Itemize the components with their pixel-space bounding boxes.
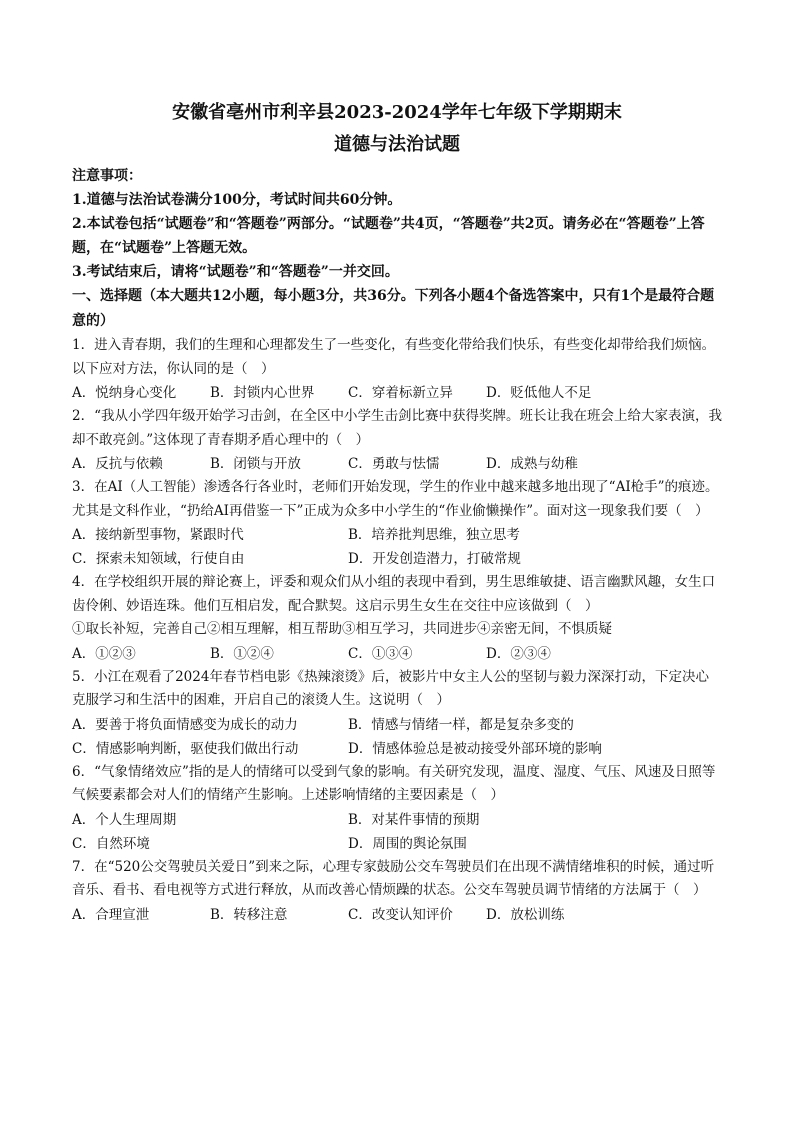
exam-subject: 道德与法治试题 [334,134,460,155]
option-c: C．情感影响判断，驱使我们做出行动 [72,740,299,757]
option-c: C．①③④ [348,645,413,662]
option-d: D．贬低他人不足 [486,385,592,401]
question-stem: 4．在学校组织开展的辩论赛上，评委和观众们从小组的表现中看到，男生思维敏捷、语言幽默风趣，女生口齿伶俐、妙语连珠。他们互相启发，配合默契。这启示男生女生在交往中应该做到（ ） [72,574,716,614]
question-stem: 2．“我从小学四年级开始学习击剑，在全区中小学生击剑比赛中获得奖牌。班长让我在班会上给大家表演，我却不敢亮剑。”这体现了青春期矛盾心理中的（ ） [72,408,722,448]
option-d: D．周围的舆论氛围 [348,835,467,852]
option-b: B．培养批判思维，独立思考 [348,527,520,543]
exam-title: 安徽省亳州市利辛县2023-2024学年七年级下学期期末 [172,102,622,123]
question-statements: ①取长补短，完善自己②相互理解，相互帮助③相互学习，共同进步④亲密无间，不惧质疑 [72,621,612,637]
question-stem: 5．小江在观看了2024年春节档电影《热辣滚烫》后，被影片中女主人公的坚韧与毅力深深打动，下定决心克服学习和生活中的困难，开启自己的滚烫人生。这说明（ ） [72,668,709,708]
option-d: D．情感体验总是被动接受外部环境的影响 [348,740,602,757]
question-6 [72,761,722,856]
option-row [72,737,722,761]
option-a: A．要善于将负面情感变为成长的动力 [72,716,298,733]
option-a: A．个人生理周期 [72,811,177,828]
question-1 [72,334,722,405]
option-d: D．②③④ [486,645,551,662]
option-row [72,452,722,476]
option-b: B．情感与情绪一样，都是复杂多变的 [348,716,574,733]
option-c: C．穿着标新立异 [348,385,453,401]
question-stem: 3．在AI（人工智能）渗透各行各业时，老师们开始发现，学生的作业中越来越多地出现了“AI枪手”的痕迹。尤其是文科作业，“扔给AI再借鉴一下”正成为众多中小学生的“作业偷懒操作”。面对这一现象我们要（ ） [72,479,719,519]
note-item-1: 1.道德与法治试卷满分100分，考试时间共60分钟。 [72,192,402,208]
option-a: A．合理宣泄 [72,906,150,923]
option-b: B．转移注意 [210,906,288,923]
option-c: C．自然环境 [72,835,150,852]
option-d: D．成熟与幼稚 [486,456,578,472]
notes-heading: 注意事项： [72,168,142,184]
option-a: A．接纳新型事物，紧跟时代 [72,527,244,543]
option-a: A．反抗与依赖 [72,456,163,472]
question-5 [72,666,722,761]
option-row [72,547,722,571]
option-row [72,381,722,405]
option-b: B．封锁内心世界 [210,385,315,401]
option-b: B．①②④ [210,645,274,662]
question-stem: 7．在“520公交驾驶员关爱日”到来之际，心理专家鼓励公交车驾驶员们在出现不满情绪堆积的时候，通过听音乐、看书、看电视等方式进行释放，从而改善心情烦躁的状态。公交车驾驶员调节情绪的方法属于（ ） [72,858,715,898]
option-row [72,832,722,856]
exam-page [72,98,722,927]
question-stem: 6．“气象情绪效应”指的是人的情绪可以受到气象的影响。有关研究发现，温度、湿度、气压、风速及日照等气候要素都会对人们的情绪产生影响。上述影响情绪的主要因素是（ ） [72,763,716,803]
option-c: C．勇敢与怯懦 [348,456,440,472]
option-c: C．探索未知领域，行使自由 [72,551,245,567]
option-c: C．改变认知评价 [348,906,453,923]
option-row [72,808,722,832]
notes-block [72,164,722,284]
option-row [72,713,722,737]
option-d: D．开发创造潜力，打破常规 [348,551,521,567]
question-3 [72,476,722,571]
question-stem: 1．进入青春期，我们的生理和心理都发生了一些变化，有些变化带给我们快乐，有些变化却带给我们烦恼。以下应对方法，你认同的是（ ） [72,337,716,377]
note-item-3: 3.考试结束后，请将“试题卷”和“答题卷”一并交回。 [72,264,399,280]
option-b: B．对某件事情的预期 [348,811,480,828]
question-2 [72,405,722,476]
option-a: A．悦纳身心变化 [72,385,177,401]
option-row [72,642,722,666]
section-heading: 一、选择题（本大题共12小题，每小题3分，共36分。下列各小题4个备选答案中，只有1个是最符合题意的） [72,288,715,329]
option-b: B．闭锁与开放 [210,456,301,472]
option-row [72,903,722,927]
option-row [72,523,722,547]
question-4 [72,571,722,666]
note-item-2: 2.本试卷包括“试题卷”和“答题卷”两部分。“试题卷”共4页，“答题卷”共2页。请务必在“答题卷”上答题，在“试题卷”上答题无效。 [72,216,705,256]
question-7 [72,856,722,927]
option-d: D．放松训练 [486,906,565,923]
option-a: A．①②③ [72,645,136,662]
